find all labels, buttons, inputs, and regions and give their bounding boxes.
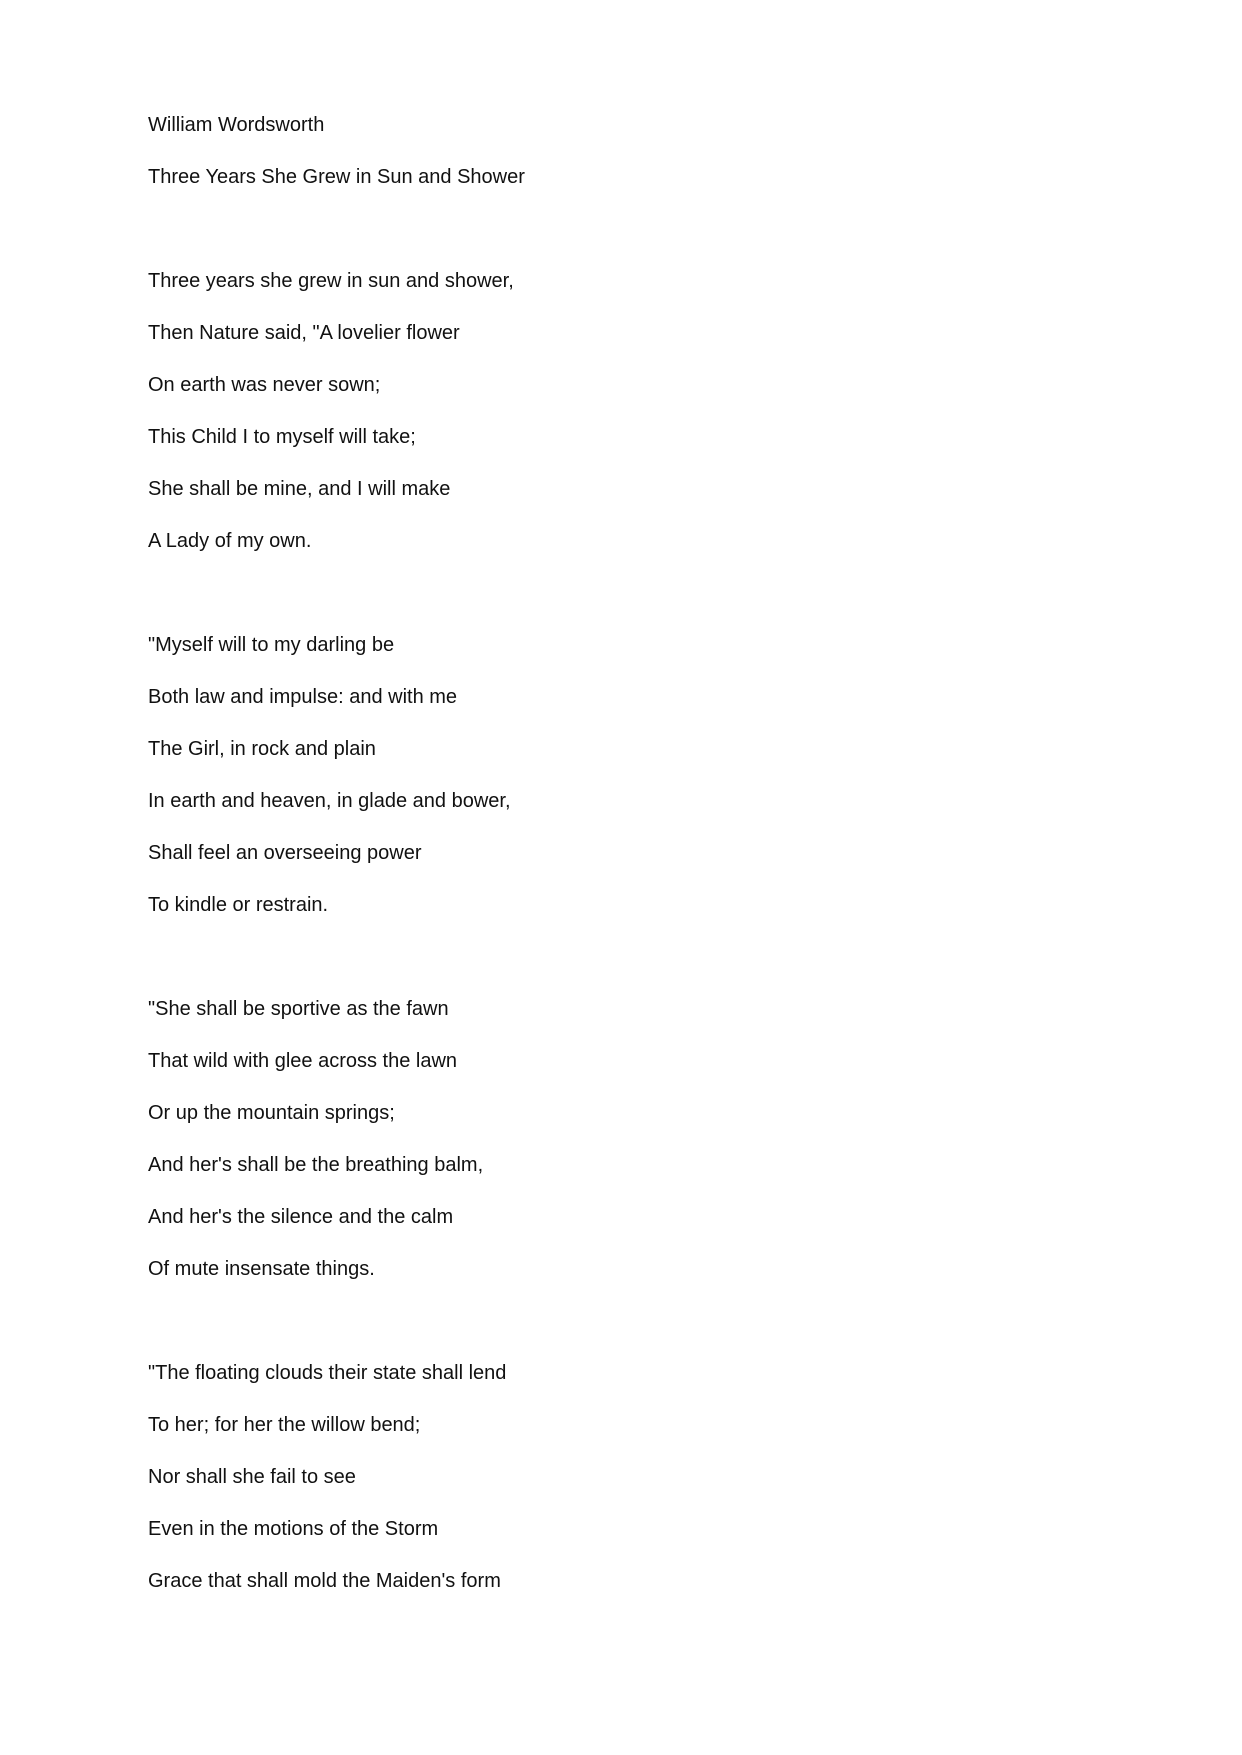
poem-line: Then Nature said, "A lovelier flower (148, 322, 460, 344)
stanza-3 (148, 993, 1048, 1305)
stanza-2 (148, 629, 1048, 941)
author-name: William Wordsworth (148, 114, 325, 136)
poem-line: Nor shall she fail to see (148, 1466, 356, 1488)
poem-line: In earth and heaven, in glade and bower, (148, 790, 511, 812)
poem-line: This Child I to myself will take; (148, 426, 416, 448)
poem-text-block (148, 109, 1048, 1617)
poem-line: And her's shall be the breathing balm, (148, 1154, 484, 1176)
poem-line: "She shall be sportive as the fawn (148, 998, 449, 1020)
poem-line: To her; for her the willow bend; (148, 1414, 421, 1436)
poem-title: Three Years She Grew in Sun and Shower (148, 166, 525, 188)
poem-line: Three years she grew in sun and shower, (148, 270, 514, 292)
poem-line: Or up the mountain springs; (148, 1102, 395, 1124)
poem-line: A Lady of my own. (148, 530, 312, 552)
poem-line: "Myself will to my darling be (148, 634, 395, 656)
poem-line: Both law and impulse: and with me (148, 686, 458, 708)
poem-line: To kindle or restrain. (148, 894, 329, 916)
poem-line: And her's the silence and the calm (148, 1206, 454, 1228)
poem-line: Grace that shall mold the Maiden's form (148, 1570, 501, 1592)
poem-line: On earth was never sown; (148, 374, 381, 396)
poem-line: That wild with glee across the lawn (148, 1050, 458, 1072)
poem-line: The Girl, in rock and plain (148, 738, 376, 760)
stanza-4 (148, 1357, 1048, 1617)
poem-line: She shall be mine, and I will make (148, 478, 451, 500)
stanza-divider (148, 1305, 1048, 1357)
poem-line: Even in the motions of the Storm (148, 1518, 439, 1540)
stanza-1 (148, 265, 1048, 577)
poem-line: Of mute insensate things. (148, 1258, 375, 1280)
poem-line: "The floating clouds their state shall lend (148, 1362, 507, 1384)
stanza-divider (148, 941, 1048, 993)
poem-line: Shall feel an overseeing power (148, 842, 422, 864)
stanza-divider (148, 213, 1048, 265)
stanza-divider (148, 577, 1048, 629)
